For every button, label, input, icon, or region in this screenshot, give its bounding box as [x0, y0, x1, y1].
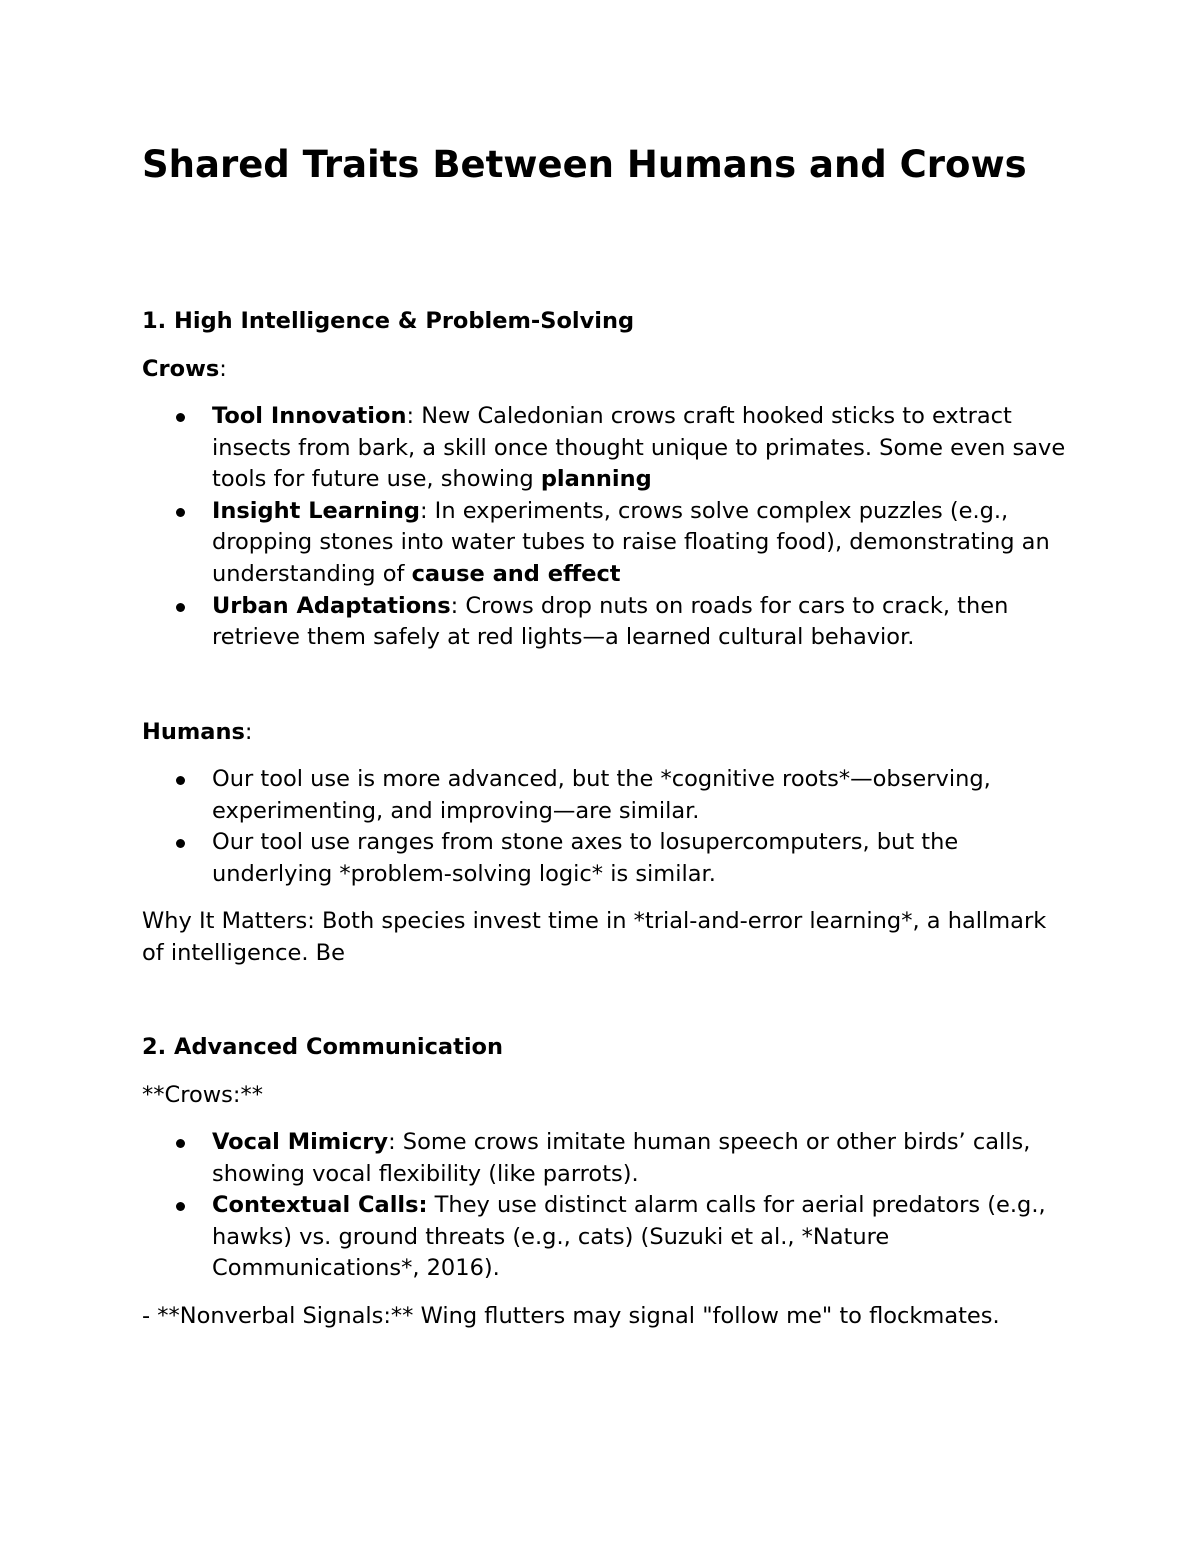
section-2-heading: 2. Advanced Communication: [142, 1034, 504, 1060]
bullet-emphasis: planning: [540, 466, 652, 493]
list-item: [142, 591, 1072, 654]
list-item: [142, 496, 1072, 591]
list-item: [142, 1190, 1072, 1285]
crows-label-2: **Crows:**: [142, 1082, 263, 1108]
nonverbal-signals-line: - **Nonverbal Signals:** Wing flutters may signal "follow me" to flockmates.: [142, 1303, 1000, 1329]
crows-label: Crows: [142, 356, 220, 382]
humans-label-line: [142, 717, 1072, 749]
list-item: Our tool use is more advanced, but the *cognitive roots*—observing, experimenting, and improving—are similar.: [142, 764, 1072, 827]
humans-label: Humans: [142, 719, 245, 745]
bullet-term: Tool Innovation: [212, 403, 407, 429]
list-item: [142, 1127, 1072, 1190]
crows-list-block: [142, 401, 1072, 654]
list-item: [142, 401, 1072, 496]
humans-bullet-list: [142, 764, 1072, 890]
document-title: Shared Traits Between Humans and Crows: [142, 143, 1027, 186]
bullet-emphasis: cause and effect: [411, 560, 621, 587]
crows-label-colon: :: [219, 356, 227, 382]
bullet-text: : In experiments, crows solve complex puzzles (e.g., dropping stones into water tubes to raise floating food), demonstrating an understanding of: [212, 497, 1050, 587]
bullet-text: : Crows drop nuts on roads for cars to crack, then retrieve them safely at red lights—a learned cultural behavior.: [212, 592, 1009, 651]
communication-bullet-list: [142, 1127, 1072, 1285]
why-it-matters: Why It Matters: Both species invest time in *trial-and-error learning*, a hallmark of intelligence. Be: [142, 908, 1047, 966]
bullet-term: Urban Adaptations: [212, 592, 451, 619]
crows-label-line: [142, 354, 1072, 386]
humans-label-colon: :: [244, 719, 253, 745]
communication-list-block: [142, 1127, 1072, 1285]
bullet-term: Contextual Calls:: [212, 1192, 428, 1219]
list-item: Our tool use ranges from stone axes to losupercomputers, but the underlying *problem-solving logic* is similar.: [142, 827, 1072, 890]
humans-list-block: [142, 764, 1072, 890]
bullet-text: : New Caledonian crows craft hooked sticks to extract insects from bark, a skill once thought unique to primates. Some even save tools for future use, showing: [212, 403, 1066, 493]
bullet-term: Insight Learning: [212, 497, 420, 524]
bullet-text: : Some crows imitate human speech or other birds’ calls, showing vocal flexibility (like parrots).: [212, 1129, 1031, 1187]
bullet-text: They use distinct alarm calls for aerial predators (e.g., hawks) vs. ground threats (e.g., cats) (Suzuki et al., *Nature Communications*, 2016).: [212, 1192, 1046, 1282]
bullet-term: Vocal Mimicry: [212, 1129, 389, 1155]
section-1-heading: 1. High Intelligence & Problem-Solving: [142, 308, 635, 334]
crows-bullet-list: [142, 401, 1072, 654]
